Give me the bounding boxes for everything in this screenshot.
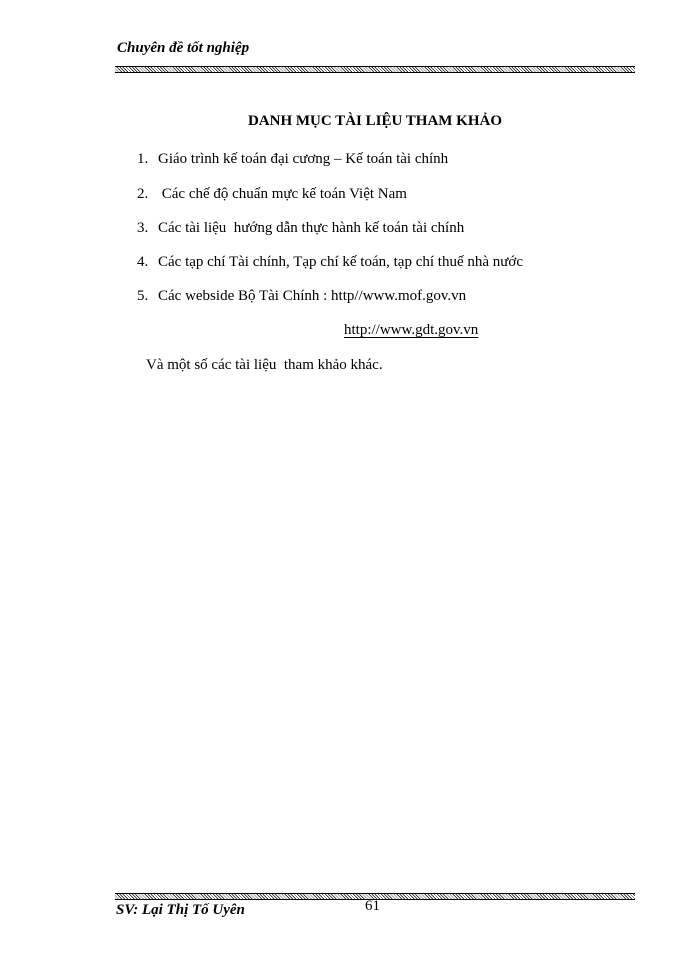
reference-text: Giáo trình kế toán đại cương – Kế toán tài chính (158, 151, 449, 167)
reference-text: Các webside Bộ Tài Chính : http//www.mof.gov.vn (158, 288, 467, 304)
footer-author: SV: Lại Thị Tố Uyên (116, 902, 245, 918)
page-number: 61 (365, 898, 380, 914)
reference-number: 2. (137, 186, 149, 202)
reference-number: 3. (137, 220, 149, 236)
closing-note: Và một số các tài liệu tham khảo khác. (146, 357, 383, 373)
header-title: Chuyên đề tốt nghiệp (117, 40, 250, 56)
page-title: DANH MỤC TÀI LIỆU THAM KHẢO (247, 113, 503, 129)
reference-link[interactable]: http://www.gdt.gov.vn (344, 322, 479, 338)
reference-item (137, 220, 464, 237)
reference-item (137, 151, 448, 168)
reference-text: Các tài liệu hướng dẫn thực hành kế toán tài chính (158, 220, 465, 236)
reference-number: 1. (137, 151, 149, 167)
reference-text: Các chế độ chuẩn mực kế toán Việt Nam (158, 186, 407, 202)
reference-text: Các tạp chí Tài chính, Tạp chí kế toán, tạp chí thuế nhà nước (158, 254, 523, 270)
reference-link-line (344, 322, 478, 339)
header-divider (115, 66, 635, 73)
reference-item (137, 254, 523, 271)
reference-item (137, 288, 466, 305)
reference-number: 5. (137, 288, 149, 304)
reference-item (137, 186, 407, 203)
reference-number: 4. (137, 254, 149, 270)
